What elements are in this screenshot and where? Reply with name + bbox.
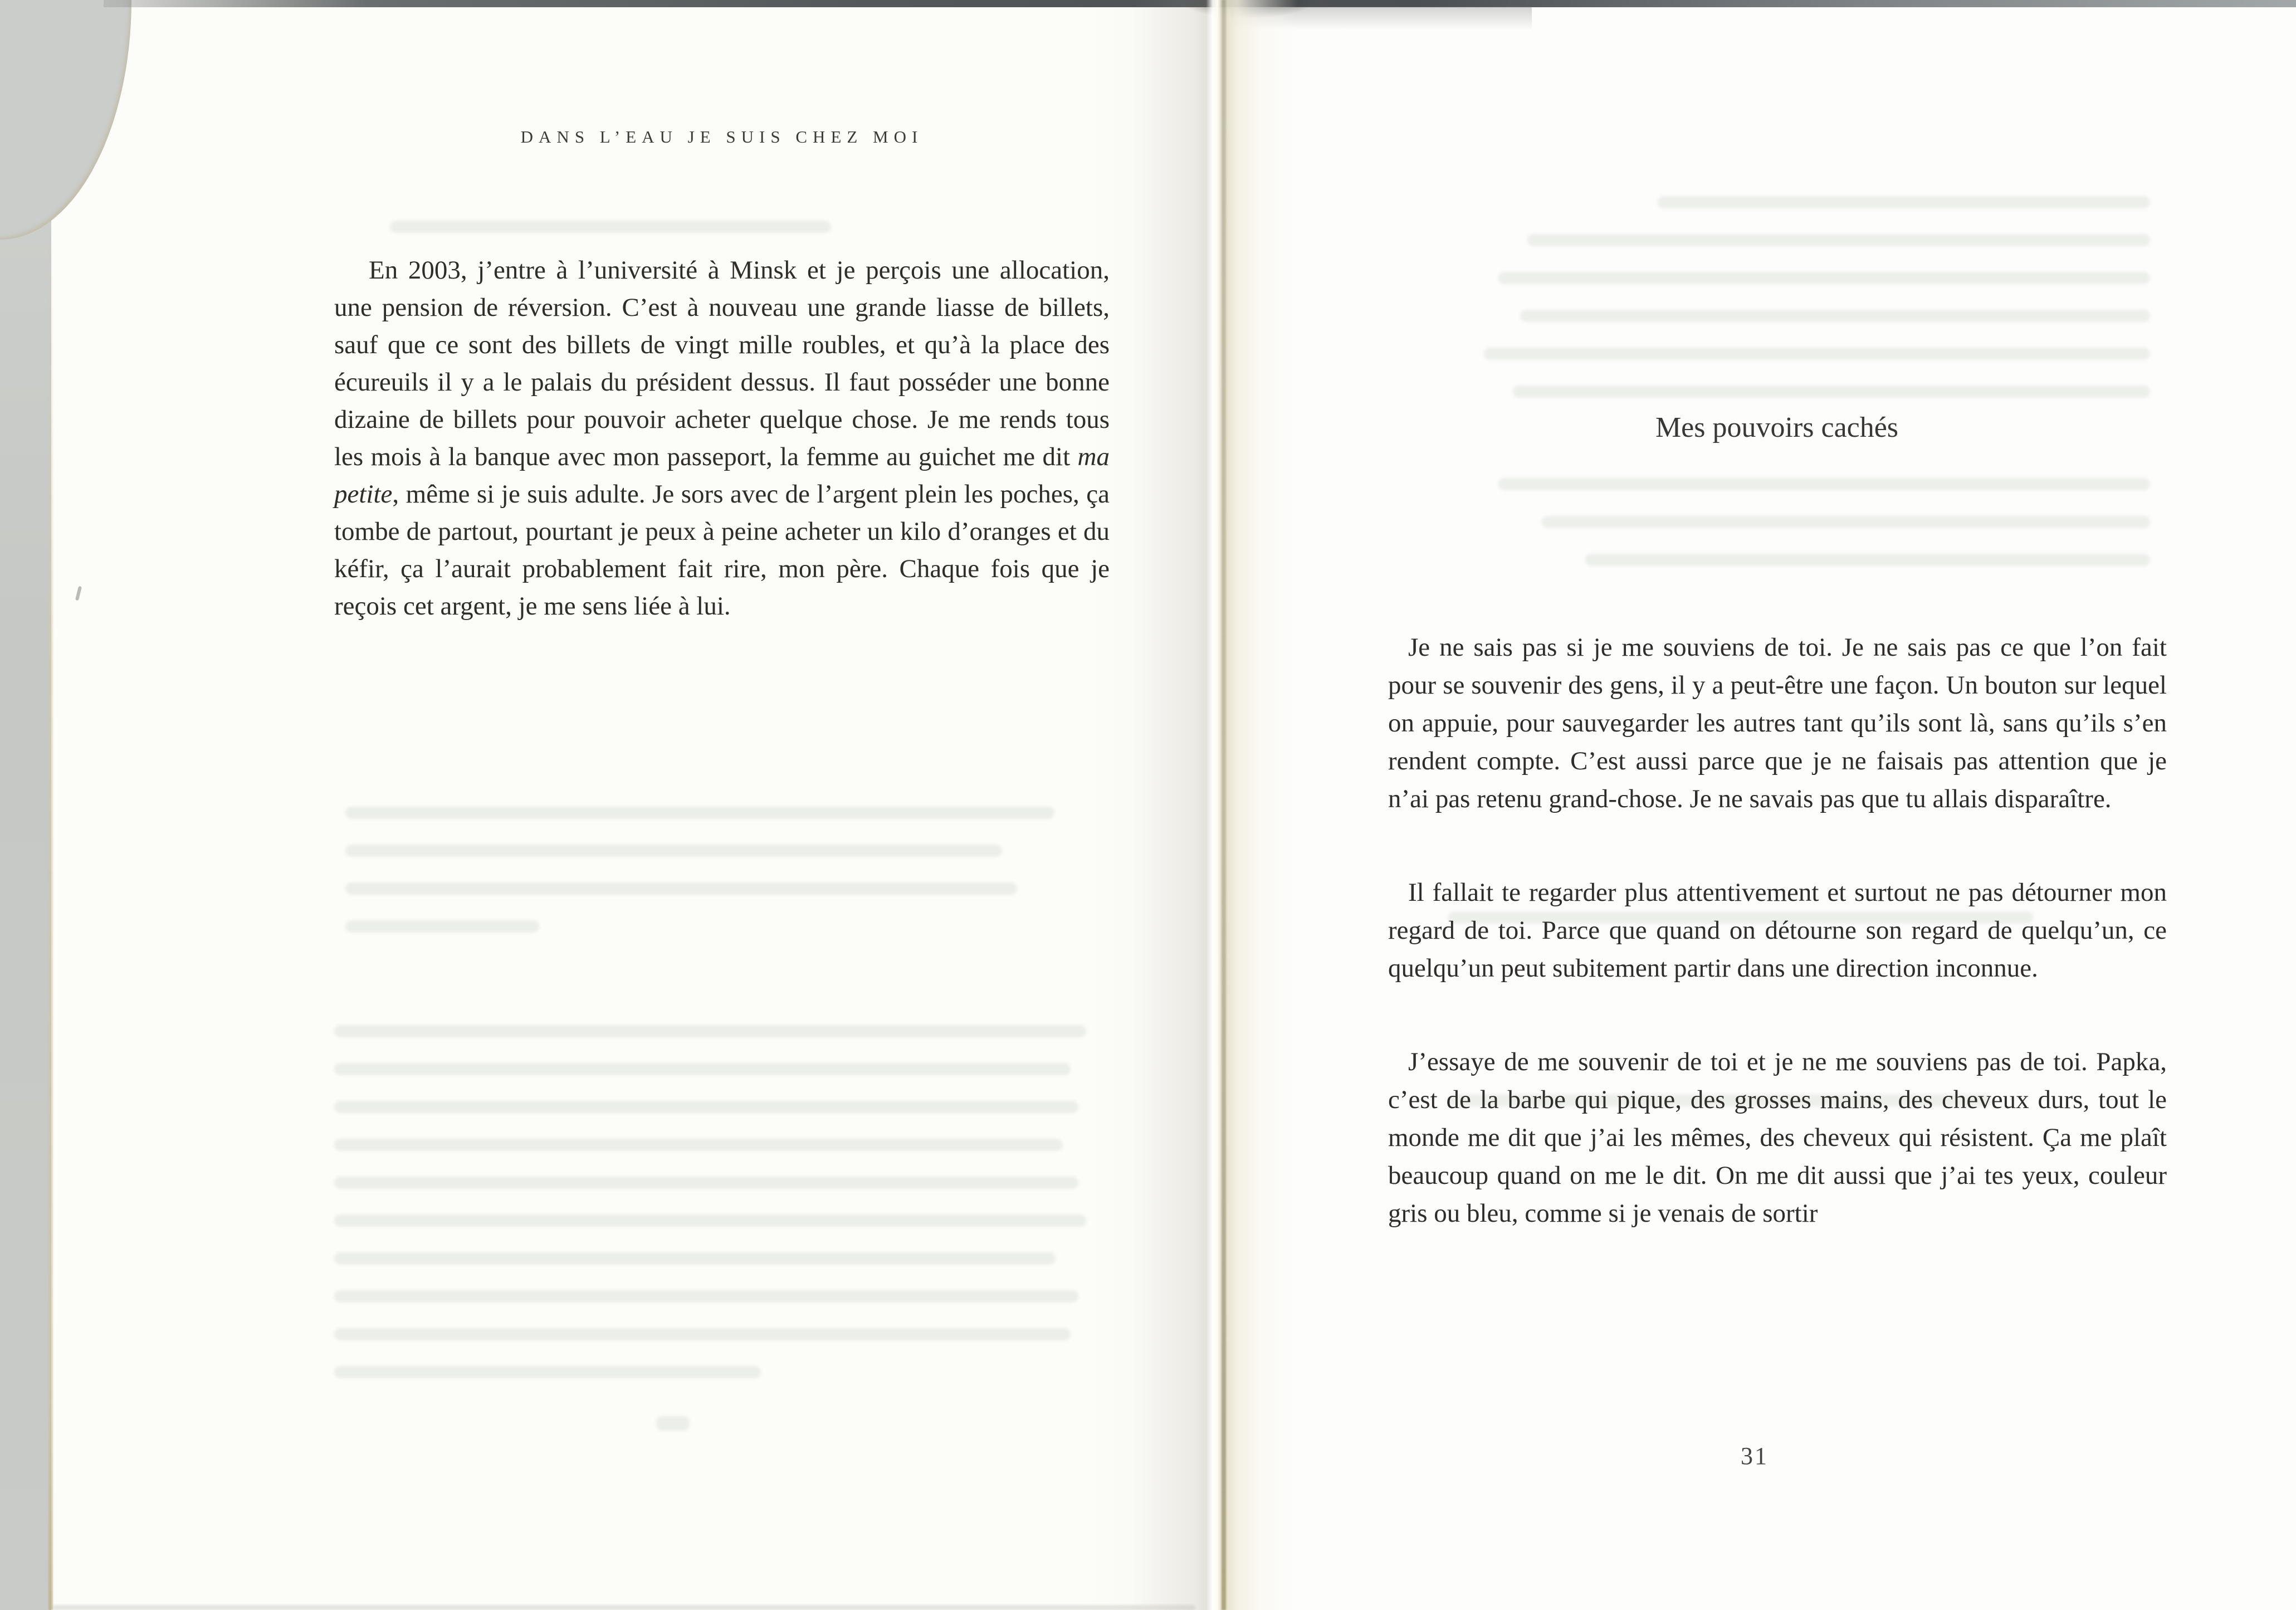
right-page-paragraph: Je ne sais pas si je me souviens de toi. Je ne sais pas ce que l’on fait pour se souvenir des gens, il y a peut-être une façon. Un bouton sur lequel on appuie, pour sauvegarder les autres tant qu’ils sont là, sans qu’ils s’en rendent compte. C’est aussi parce que je ne faisais pas attention que je n’ai pas retenu grand-chose. Je ne savais pas que tu allais disparaître. xyxy=(1388,633,2167,813)
ghost-showthrough-block xyxy=(345,807,1092,958)
paragraph-text: En 2003, j’entre à l’université à Minsk et je perçois une allocation, une pension de réversion. C’est à nouveau une grande liasse de billets, sauf que ce sont des billets de vingt mille roubles, et qu’à la place des écureuils il y a le palais du président dessus. Il faut posséder une bonne dizaine de billets pour pouvoir acheter quelque chose. Je me rends tous les mois à la banque avec mon passeport, la femme au guichet me dit xyxy=(334,256,1110,471)
ghost-showthrough-block xyxy=(1426,196,2150,423)
ghost-showthrough-block xyxy=(334,1025,1110,1404)
gutter-crease-line xyxy=(1222,0,1226,1610)
running-header: DANS L’EAU JE SUIS CHEZ MOI xyxy=(520,127,924,147)
page-edge-highlight xyxy=(48,228,53,1610)
paragraph-text: , même si je suis adulte. Je sors avec de l’argent plein les poches, ça tombe de partout, pourtant je peux à peine acheter un kilo d’oranges et du kéfir, ça l’aurait probablement fait rire, mon père. Chaque fois que je reçois cet argent, je me sens liée à lui. xyxy=(334,480,1110,621)
right-page-text-column xyxy=(1388,628,2167,1288)
ghost-page-number xyxy=(656,1416,690,1456)
left-page-paragraph xyxy=(334,252,1110,625)
page-number: 31 xyxy=(1741,1442,1769,1470)
right-page-paragraph: Il fallait te regarder plus attentivement et surtout ne pas détourner mon regard de toi. Parce que quand on détourne son regard de quelqu’un, ce quelqu’un peut subitement partir dans une direction inconnue. xyxy=(1388,878,2167,983)
scanner-background-left xyxy=(0,0,51,1610)
ghost-showthrough-block xyxy=(1426,478,2150,592)
italic-phrase: ma petite xyxy=(334,442,1110,509)
right-page-paragraph: J’essaye de me souvenir de toi et je ne me souviens pas de toi. Papka, c’est de la barbe qui pique, des grosses mains, des cheveux durs, tout le monde me dit que j’ai les mêmes, des cheveux qui résistent. Ça me plaît beaucoup quand on me le dit. On me dit aussi que j’ai tes yeux, couleur gris ou bleu, comme si je venais de sortir xyxy=(1388,1047,2167,1228)
chapter-title: Mes pouvoirs cachés xyxy=(1655,412,1899,443)
gutter-shadow xyxy=(1131,0,1298,1610)
bottom-edge-shade xyxy=(53,1605,1195,1610)
